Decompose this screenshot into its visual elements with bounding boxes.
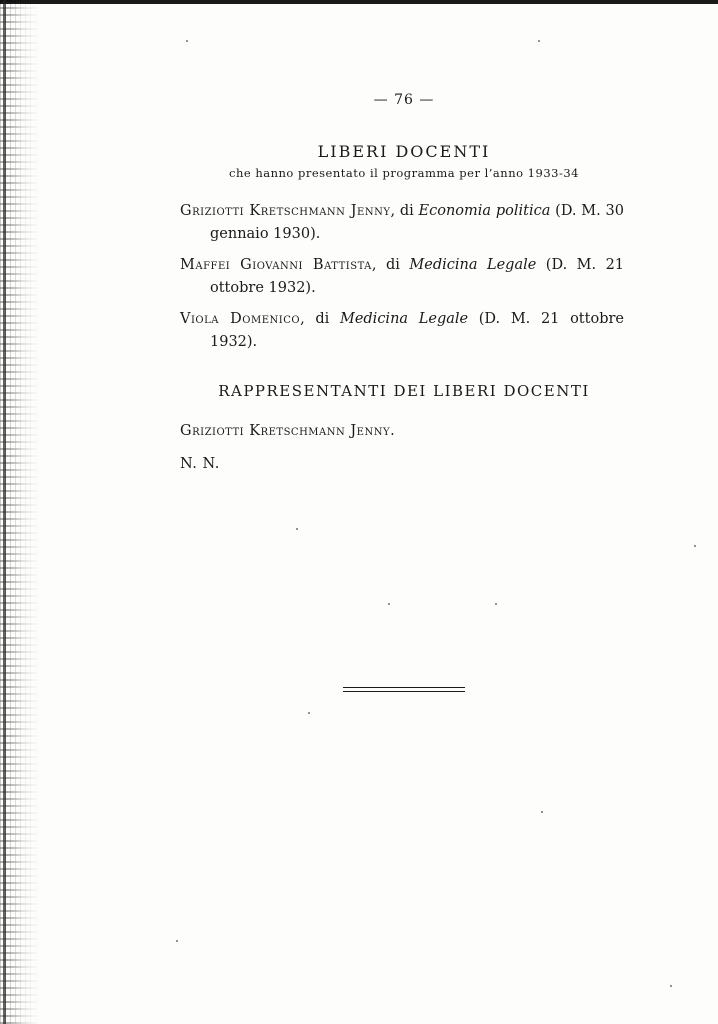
- scan-speck: [538, 40, 540, 42]
- scan-speck: [670, 985, 672, 987]
- list-item: [180, 420, 624, 443]
- entry-decree: (D. M. 21 ottobre 1932).: [210, 257, 625, 296]
- representative-name: N. N.: [180, 456, 220, 472]
- closing-double-rule: [343, 687, 465, 692]
- entry-decree: (D. M. 30 gennaio 1930).: [210, 203, 624, 242]
- docenti-list: [180, 200, 624, 362]
- entry-decree: (D. M. 21 ottobre 1932).: [210, 311, 624, 350]
- docente-subject: Economia politica: [418, 203, 551, 219]
- list-item: [180, 254, 624, 300]
- entry-connector: , di: [371, 257, 410, 273]
- section-subtitle: che hanno presentato il programma per l’anno 1933-34: [229, 166, 579, 180]
- scan-speck: [296, 528, 298, 530]
- entry-connector: , di: [390, 203, 419, 219]
- docente-name: Viola Domenico: [180, 311, 301, 327]
- scan-speck: [495, 603, 497, 605]
- representative-name: Griziotti Kretschmann Jenny.: [180, 423, 396, 439]
- scan-top-edge: [0, 0, 718, 4]
- scan-speck: [694, 545, 696, 547]
- scan-speck: [186, 40, 188, 42]
- scan-speck: [541, 811, 543, 813]
- docente-name: Griziotti Kretschmann Jenny: [180, 203, 391, 219]
- section-title-rappresentanti: RAPPRESENTANTI DEI LIBERI DOCENTI: [218, 382, 590, 400]
- docente-name: Maffei Giovanni Battista: [180, 257, 372, 273]
- scan-speck: [308, 712, 310, 714]
- docente-subject: Medicina Legale: [409, 257, 537, 273]
- list-item: [180, 308, 624, 354]
- list-item: [180, 453, 624, 476]
- section-title-liberi-docenti: LIBERI DOCENTI: [317, 142, 491, 161]
- page-number: — 76 —: [373, 92, 435, 108]
- entry-connector: , di: [300, 311, 340, 327]
- representatives-list: [180, 420, 624, 486]
- scan-speck: [388, 603, 390, 605]
- list-item: [180, 200, 624, 246]
- docente-subject: Medicina Legale: [339, 311, 469, 327]
- scan-speck: [176, 940, 178, 942]
